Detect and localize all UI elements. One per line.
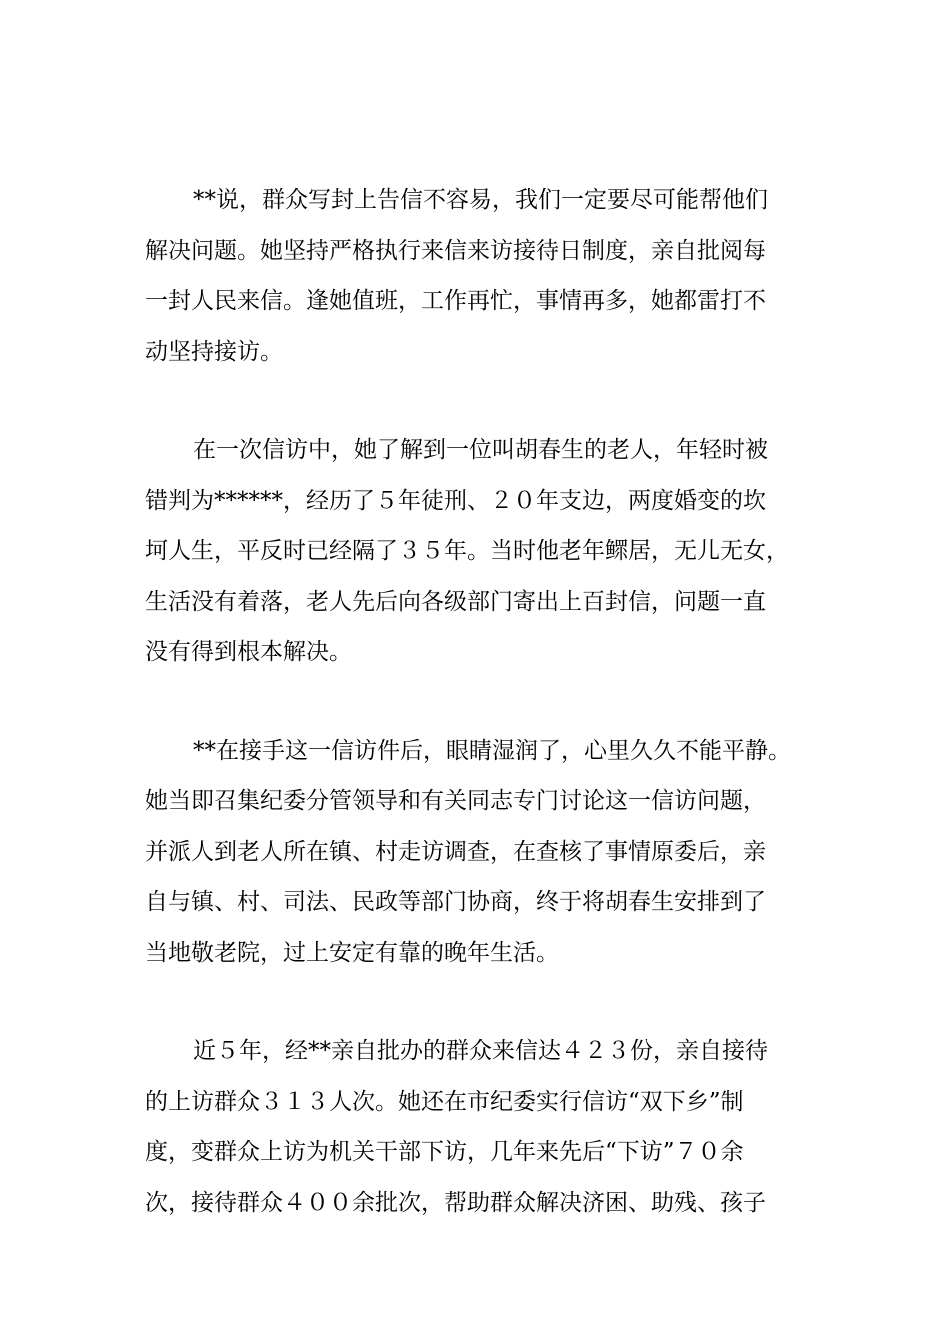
paragraph-line: 次，接待群众４００余批次，帮助群众解决济困、助残、孩子 xyxy=(145,1189,766,1216)
paragraph-line: 当地敬老院，过上安定有靠的晚年生活。 xyxy=(145,939,559,966)
paragraph-line: 度，变群众上访为机关干部下访，几年来先后“下访”７０余 xyxy=(145,1139,744,1165)
paragraph-line: 生活没有着落，老人先后向各级部门寄出上百封信，问题一直 xyxy=(145,588,766,615)
paragraph-line: 错判为******，经历了５年徒刑、２０年支边，两度婚变的坎 xyxy=(145,487,766,514)
paragraph-line: **在接手这一信访件后，眼睛湿润了，心里久久不能平静。 xyxy=(193,737,791,764)
paragraph-line: 并派人到老人所在镇、村走访调查，在查核了事情原委后，亲 xyxy=(145,838,766,865)
paragraph-line: **说，群众写封上告信不容易，我们一定要尽可能帮他们 xyxy=(193,187,768,213)
paragraph-line: 动坚持接访。 xyxy=(145,338,283,365)
paragraph-line: 没有得到根本解决。 xyxy=(145,639,352,665)
paragraph-line: 一封人民来信。逢她值班，工作再忙，事情再多，她都雷打不 xyxy=(145,288,766,314)
paragraph-4 xyxy=(145,1026,810,1228)
paragraph-line: 近５年，经**亲自批办的群众来信达４２３份，亲自接待 xyxy=(193,1038,768,1064)
paragraph-3 xyxy=(145,726,810,979)
paragraph-line: 坷人生，平反时已经隔了３５年。当时他老年鳏居，无儿无女， xyxy=(145,538,789,564)
paragraph-line: 的上访群众３１３人次。她还在市纪委实行信访“双下乡”制 xyxy=(145,1088,744,1115)
document-body xyxy=(145,175,810,1276)
paragraph-line: 她当即召集纪委分管领导和有关同志专门讨论这一信访问题， xyxy=(145,788,766,814)
paragraph-2 xyxy=(145,425,810,678)
paragraph-line: 自与镇、村、司法、民政等部门协商，终于将胡春生安排到了 xyxy=(145,889,766,915)
paragraph-1 xyxy=(145,175,810,377)
paragraph-line: 解决问题。她坚持严格执行来信来访接待日制度，亲自批阅每 xyxy=(145,237,766,264)
paragraph-line: 在一次信访中，她了解到一位叫胡春生的老人，年轻时被 xyxy=(193,437,768,463)
